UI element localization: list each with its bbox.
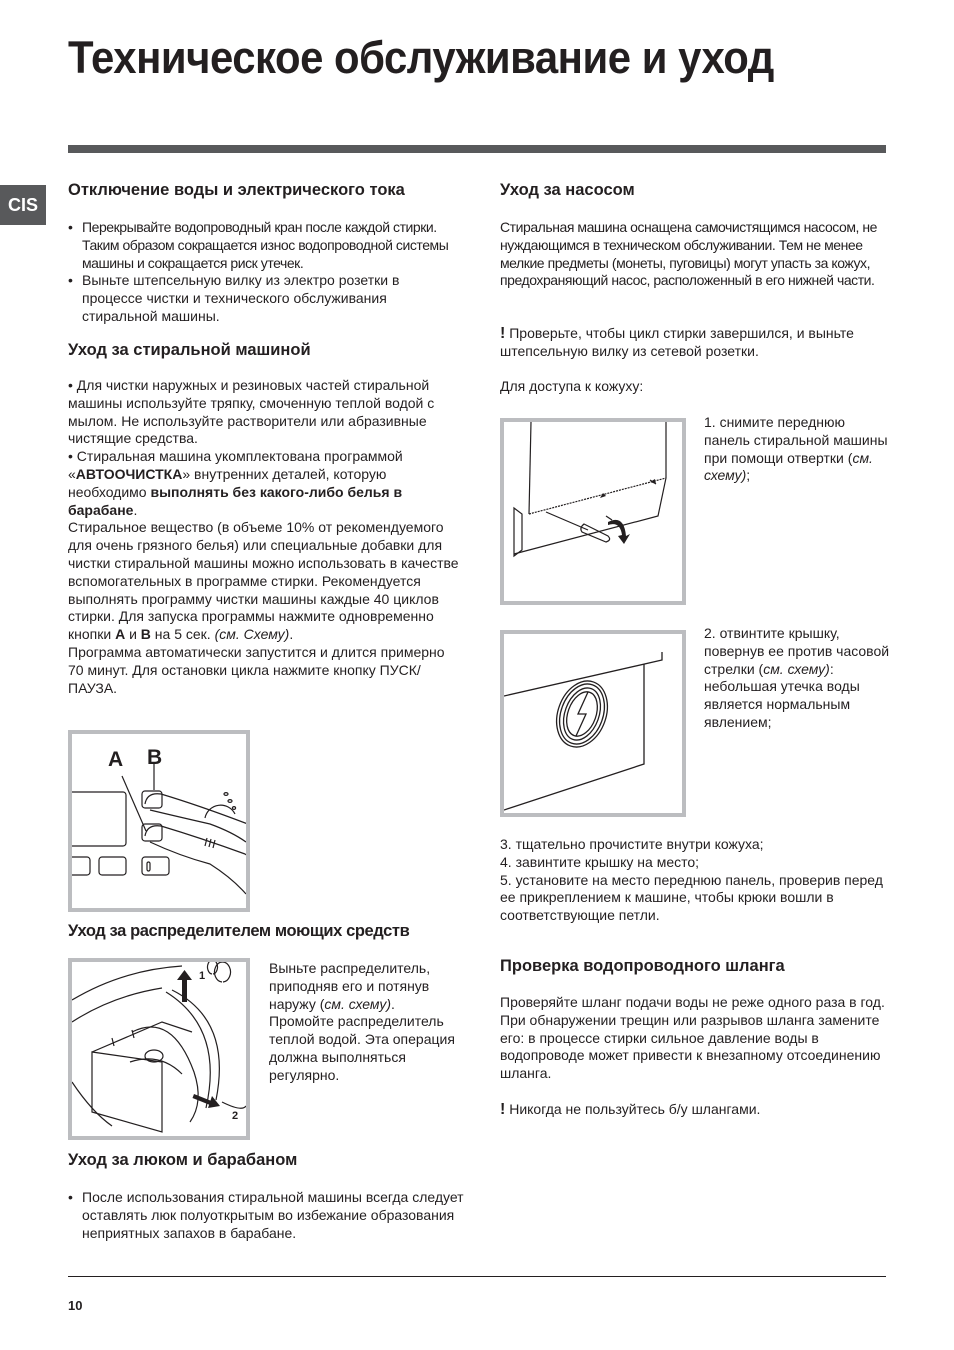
section-heading-pump-care: Уход за насосом: [500, 181, 635, 199]
figure-remove-front-panel: [500, 418, 686, 605]
hose-check-text: Проверяйте шланг подачи воды не реже одного раза в год. При обнаружении трещин или разрывов шланга замените его: в процессе стирки сильное давление воды в водопроводе может привести к внезапному отсоединению шланга.: [500, 994, 885, 1082]
step-1: 1. снимите переднюю панель стиральной машины при помощи отвертки (см. схему);: [704, 414, 888, 484]
figure-detergent-dispenser: [68, 958, 250, 1140]
warning-icon: !: [500, 1101, 506, 1118]
hand-pressing-buttons-illustration: [72, 734, 246, 908]
hose-warning: ! Никогда не пользуйтесь б/у шлангами.: [500, 1101, 761, 1118]
section-body-door-drum: [68, 1189, 468, 1242]
section-heading-machine-care: Уход за стиральной машиной: [68, 341, 311, 359]
section-heading-hose-check: Проверка водопроводного шланга: [500, 957, 785, 975]
page-number: 10: [68, 1298, 83, 1313]
pump-access-intro: Для доступа к кожуху:: [500, 378, 644, 394]
bullet-item: • Выньте штепсельную вилку из электро розетки в процессе чистки и технического обслуживания стиральной машины.: [68, 272, 460, 325]
footer-divider: [68, 1276, 886, 1277]
section-body-water-power: [68, 219, 460, 326]
step-3: 3. тщательно прочистите внутри кожуха;: [500, 836, 764, 852]
paragraph: Стиральное вещество (в объеме 10% от рекомендуемого для очень грязного белья) или специальные добавки для чистки стиральной машины можно использовать в качестве вспомогательных в программе стирки. Рекомендуется выполнять программу чистки машины каждые 40 циклов стирки. Для запуска программы нажмите одновременно кнопки A и B на 5 сек. (см. Схему).: [68, 519, 459, 643]
figure-unscrew-cap: [500, 630, 686, 817]
paragraph: • Для чистки наружных и резиновых частей стиральной машины используйте тряпку, смоченную теплой водой с мылом. Не используйте растворители или абразивные чистящие средства.: [68, 377, 435, 447]
step-4: 4. завинтите крышку на место;: [500, 853, 700, 870]
paragraph: Программа автоматически запустится и длится примерно 70 минут. Для остановки цикла нажмите кнопку ПУСК/ПАУЗА.: [68, 643, 445, 696]
step-2: 2. отвинтите крышку, повернув ее против часовой стрелки (см. схему): небольшая утечка воды является нормальным явлением;: [704, 625, 890, 730]
bullet-item: • Перекрывайте водопроводный кран после каждой стирки. Таким образом сокращается износ водопроводной системы машины и сокращается риск утечек.: [68, 219, 460, 272]
section-heading-dispenser-care: Уход за распределителем моющих средств: [68, 922, 410, 940]
steps-3-5: [500, 836, 892, 925]
step-5: 5. установите на место переднюю панель, проверив перед ее прикреплением к машине, чтобы крюки вошли в соответствующие петли.: [500, 871, 883, 924]
bullet-item: • После использования стиральной машины всегда следует оставлять люк полуоткрытым во избежание образования неприятных запахов в барабане.: [68, 1189, 468, 1242]
label-a: A: [108, 748, 124, 771]
page-title: Техническое обслуживание и уход: [68, 32, 774, 83]
screwdriver-panel-illustration: [504, 422, 682, 601]
pump-cap-illustration: [504, 634, 682, 813]
language-tab: CIS: [0, 185, 46, 225]
figure-buttons-a-b: [68, 730, 250, 912]
pump-intro: Стиральная машина оснащена самочистящимся насосом, не нуждающимся в техническом обслуживании. Тем не менее мелкие предметы (монеты, пуговицы) могут упасть за кожух, предохраняющий насос, расположенный в его нижней части.: [500, 219, 878, 289]
pump-warning: ! Проверьте, чтобы цикл стирки завершился, и выньте штепсельную вилку из сетевой розетки.: [500, 325, 854, 359]
step-label-1: 1: [199, 970, 206, 982]
warning-icon: !: [500, 325, 506, 342]
section-body-machine-care: [68, 377, 460, 697]
paragraph: • Стиральная машина укомплектована программой «АВТООЧИСТКА» внутренних деталей, которую необходимо выполнять без какого-либо белья в барабане.: [68, 448, 403, 518]
dispenser-removal-illustration: [72, 962, 246, 1136]
section-heading-door-drum: Уход за люком и барабаном: [68, 1151, 298, 1169]
title-divider-bar: [68, 145, 886, 153]
step-label-2: 2: [232, 1110, 239, 1122]
label-b: B: [147, 746, 163, 769]
dispenser-instructions: Выньте распределитель, приподняв его и потянув наружу (см. схему). Промойте распределитель теплой водой. Эта операция должна выполняться регулярно.: [269, 960, 455, 1083]
section-heading-water-power: Отключение воды и электрического тока: [68, 181, 405, 199]
